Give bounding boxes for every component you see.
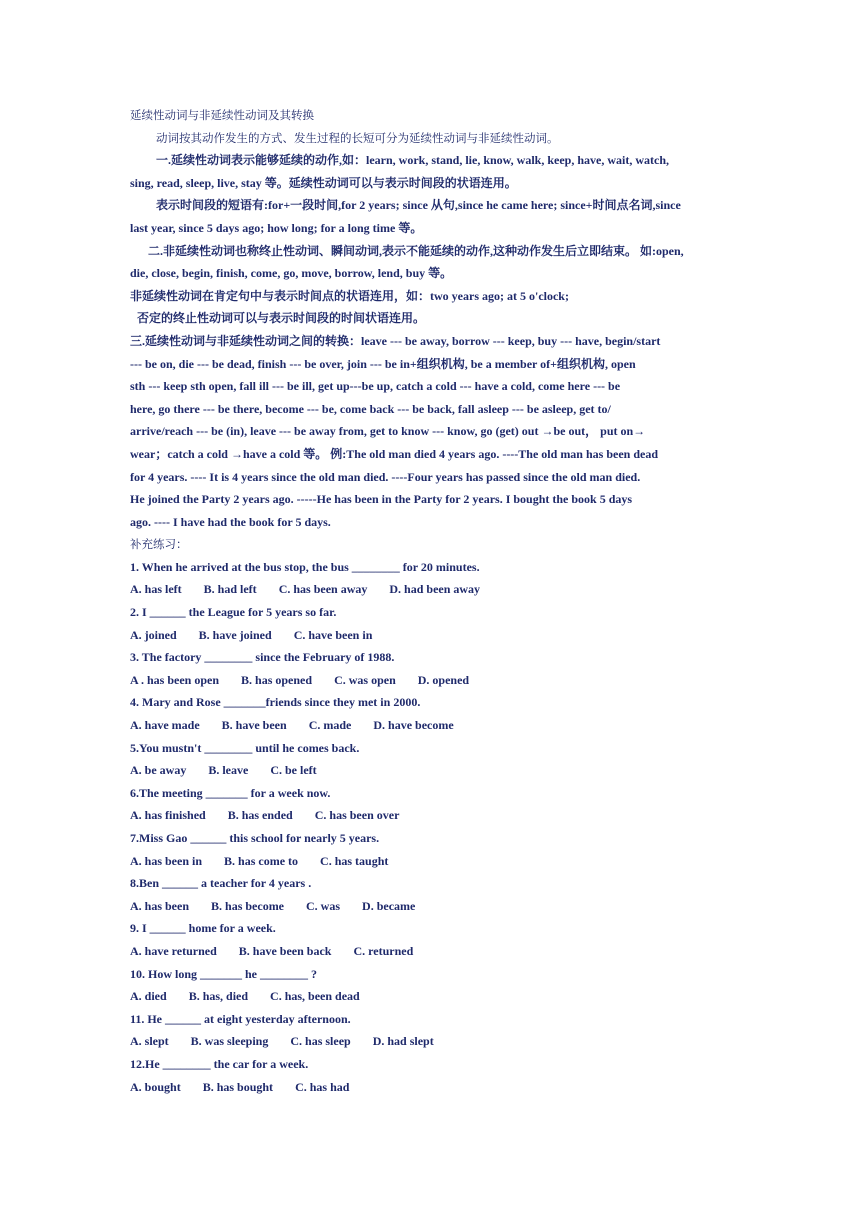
question-options <box>130 850 732 873</box>
answer-option: A. joined <box>130 627 177 642</box>
answer-option: D. have become <box>373 718 454 733</box>
answer-option: C. has been away <box>278 582 368 597</box>
document-title: 延续性动词与非延续性动词及其转换 <box>130 108 314 122</box>
answer-option: A. has been <box>130 898 190 913</box>
answer-option: C. has sleep <box>290 1034 351 1049</box>
answer-option: D. had slept <box>372 1034 434 1049</box>
answer-option: D. had been away <box>389 582 481 597</box>
answer-option: B. has come to <box>224 853 299 868</box>
section3-line: ago. ---- I have had the book for 5 days. <box>130 514 331 529</box>
answer-option: C. was <box>306 898 341 913</box>
answer-option: B. has, died <box>188 989 249 1004</box>
section3-line: sth --- keep sth open, fall ill --- be ill, get up---be up, catch a cold --- have a cold, come here --- be <box>130 379 621 394</box>
answer-option: B. have been back <box>238 943 332 958</box>
answer-option: C. made <box>308 718 352 733</box>
question-options <box>130 714 732 737</box>
section2-line2: die, close, begin, finish, come, go, move, borrow, lend, buy 等。 <box>130 266 453 281</box>
answer-option: A. has left <box>130 582 182 597</box>
section1-line2: sing, read, sleep, live, stay 等。延续性动词可以与表示时间段的状语连用。 <box>130 175 517 190</box>
answer-option: D. opened <box>417 672 470 687</box>
document-page <box>130 104 732 1098</box>
section2-line1: 二.非延续性动词也称终止性动词、瞬间动词,表示不能延续的动作,这种动作发生后立即结束。 如:open, <box>148 243 684 258</box>
answer-option: B. has opened <box>241 672 313 687</box>
answer-option: C. has, been dead <box>270 989 360 1004</box>
answer-option: A. be away <box>130 763 187 778</box>
section3-line: for 4 years. ---- It is 4 years since the old man died. ----Four years has passed since the old man died. <box>130 469 641 484</box>
answer-option: A. has finished <box>130 808 206 823</box>
question-options <box>130 985 732 1008</box>
answer-option: C. have been in <box>293 627 373 642</box>
exercise-heading: 补充练习： <box>130 537 188 552</box>
question-stem: 9. I ______ home for a week. <box>130 921 276 936</box>
intro-paragraph: 动词按其动作发生的方式、发生过程的长短可分为延续性动词与非延续性动词。 <box>156 130 559 145</box>
question-options <box>130 1076 732 1099</box>
section3-line: arrive/reach --- be (in), leave --- be away from, get to know --- know, go (get) out →be out， put on→ <box>130 424 646 439</box>
section3-line: He joined the Party 2 years ago. -----He has been in the Party for 2 years. I bought the book 5 days <box>130 492 633 507</box>
section1-line1: 一.延续性动词表示能够延续的动作,如：learn, work, stand, lie, know, walk, keep, have, wait, watch, <box>156 153 670 168</box>
section2-line4: 否定的终止性动词可以与表示时间段的时间状语连用。 <box>137 311 426 326</box>
question-stem: 11. He ______ at eight yesterday afternoon. <box>130 1011 351 1026</box>
answer-option: A . has been open <box>130 672 220 687</box>
question-stem: 1. When he arrived at the bus stop, the bus ________ for 20 minutes. <box>130 559 480 574</box>
answer-option: B. have been <box>221 718 287 733</box>
exercise-list <box>130 556 732 1098</box>
question-options <box>130 940 732 963</box>
question-stem: 8.Ben ______ a teacher for 4 years . <box>130 876 312 891</box>
question-options <box>130 578 732 601</box>
answer-option: C. has been over <box>314 808 400 823</box>
answer-option: B. has ended <box>227 808 293 823</box>
answer-option: C. has taught <box>320 853 389 868</box>
answer-option: B. was sleeping <box>190 1034 269 1049</box>
section1-line4: last year, since 5 days ago; how long; for a long time 等。 <box>130 220 423 235</box>
question-options <box>130 895 732 918</box>
question-stem: 10. How long _______ he ________ ? <box>130 966 318 981</box>
section2-line3: 非延续性动词在肯定句中与表示时间点的状语连用，如：two years ago; at 5 o'clock; <box>130 288 569 303</box>
question-stem: 4. Mary and Rose _______friends since they met in 2000. <box>130 695 421 710</box>
question-options <box>130 624 732 647</box>
answer-option: C. be left <box>270 763 317 778</box>
section3-line: 三.延续性动词与非延续性动词之间的转换：leave --- be away, borrow --- keep, buy --- have, begin/start <box>130 333 661 348</box>
question-options <box>130 1030 732 1053</box>
answer-option: B. had left <box>203 582 257 597</box>
question-options <box>130 759 732 782</box>
section1-line3: 表示时间段的短语有:for+一段时间,for 2 years; since 从句,since he came here; since+时间点名词,since <box>156 198 681 213</box>
section3-line: here, go there --- be there, become --- be, come back --- be back, fall asleep --- be asleep, get to/ <box>130 401 611 416</box>
answer-option: B. has become <box>211 898 285 913</box>
answer-option: B. have joined <box>198 627 272 642</box>
answer-option: A. bought <box>130 1079 181 1094</box>
section3-line: --- be on, die --- be dead, finish --- be over, join --- be in+组织机构, be a member of+组织机构, open <box>130 356 636 371</box>
question-options <box>130 669 732 692</box>
answer-option: B. leave <box>208 763 249 778</box>
section3-paragraph <box>130 330 732 533</box>
answer-option: C. was open <box>334 672 396 687</box>
answer-option: C. has had <box>295 1079 350 1094</box>
answer-option: A. has been in <box>130 853 203 868</box>
answer-option: D. became <box>362 898 416 913</box>
question-stem: 5.You mustn't ________ until he comes back. <box>130 740 360 755</box>
answer-option: B. has bought <box>202 1079 274 1094</box>
question-stem: 2. I ______ the League for 5 years so far. <box>130 605 337 620</box>
answer-option: A. died <box>130 989 167 1004</box>
question-stem: 12.He ________ the car for a week. <box>130 1056 309 1071</box>
section3-line: wear；catch a cold →have a cold 等。 例:The old man died 4 years ago. ----The old man has been dead <box>130 446 659 461</box>
answer-option: A. have made <box>130 718 200 733</box>
question-options <box>130 804 732 827</box>
question-stem: 3. The factory ________ since the February of 1988. <box>130 650 395 665</box>
question-stem: 7.Miss Gao ______ this school for nearly 5 years. <box>130 831 380 845</box>
question-stem: 6.The meeting _______ for a week now. <box>130 785 331 800</box>
answer-option: C. returned <box>353 943 414 958</box>
answer-option: A. slept <box>130 1034 169 1049</box>
answer-option: A. have returned <box>130 943 217 958</box>
